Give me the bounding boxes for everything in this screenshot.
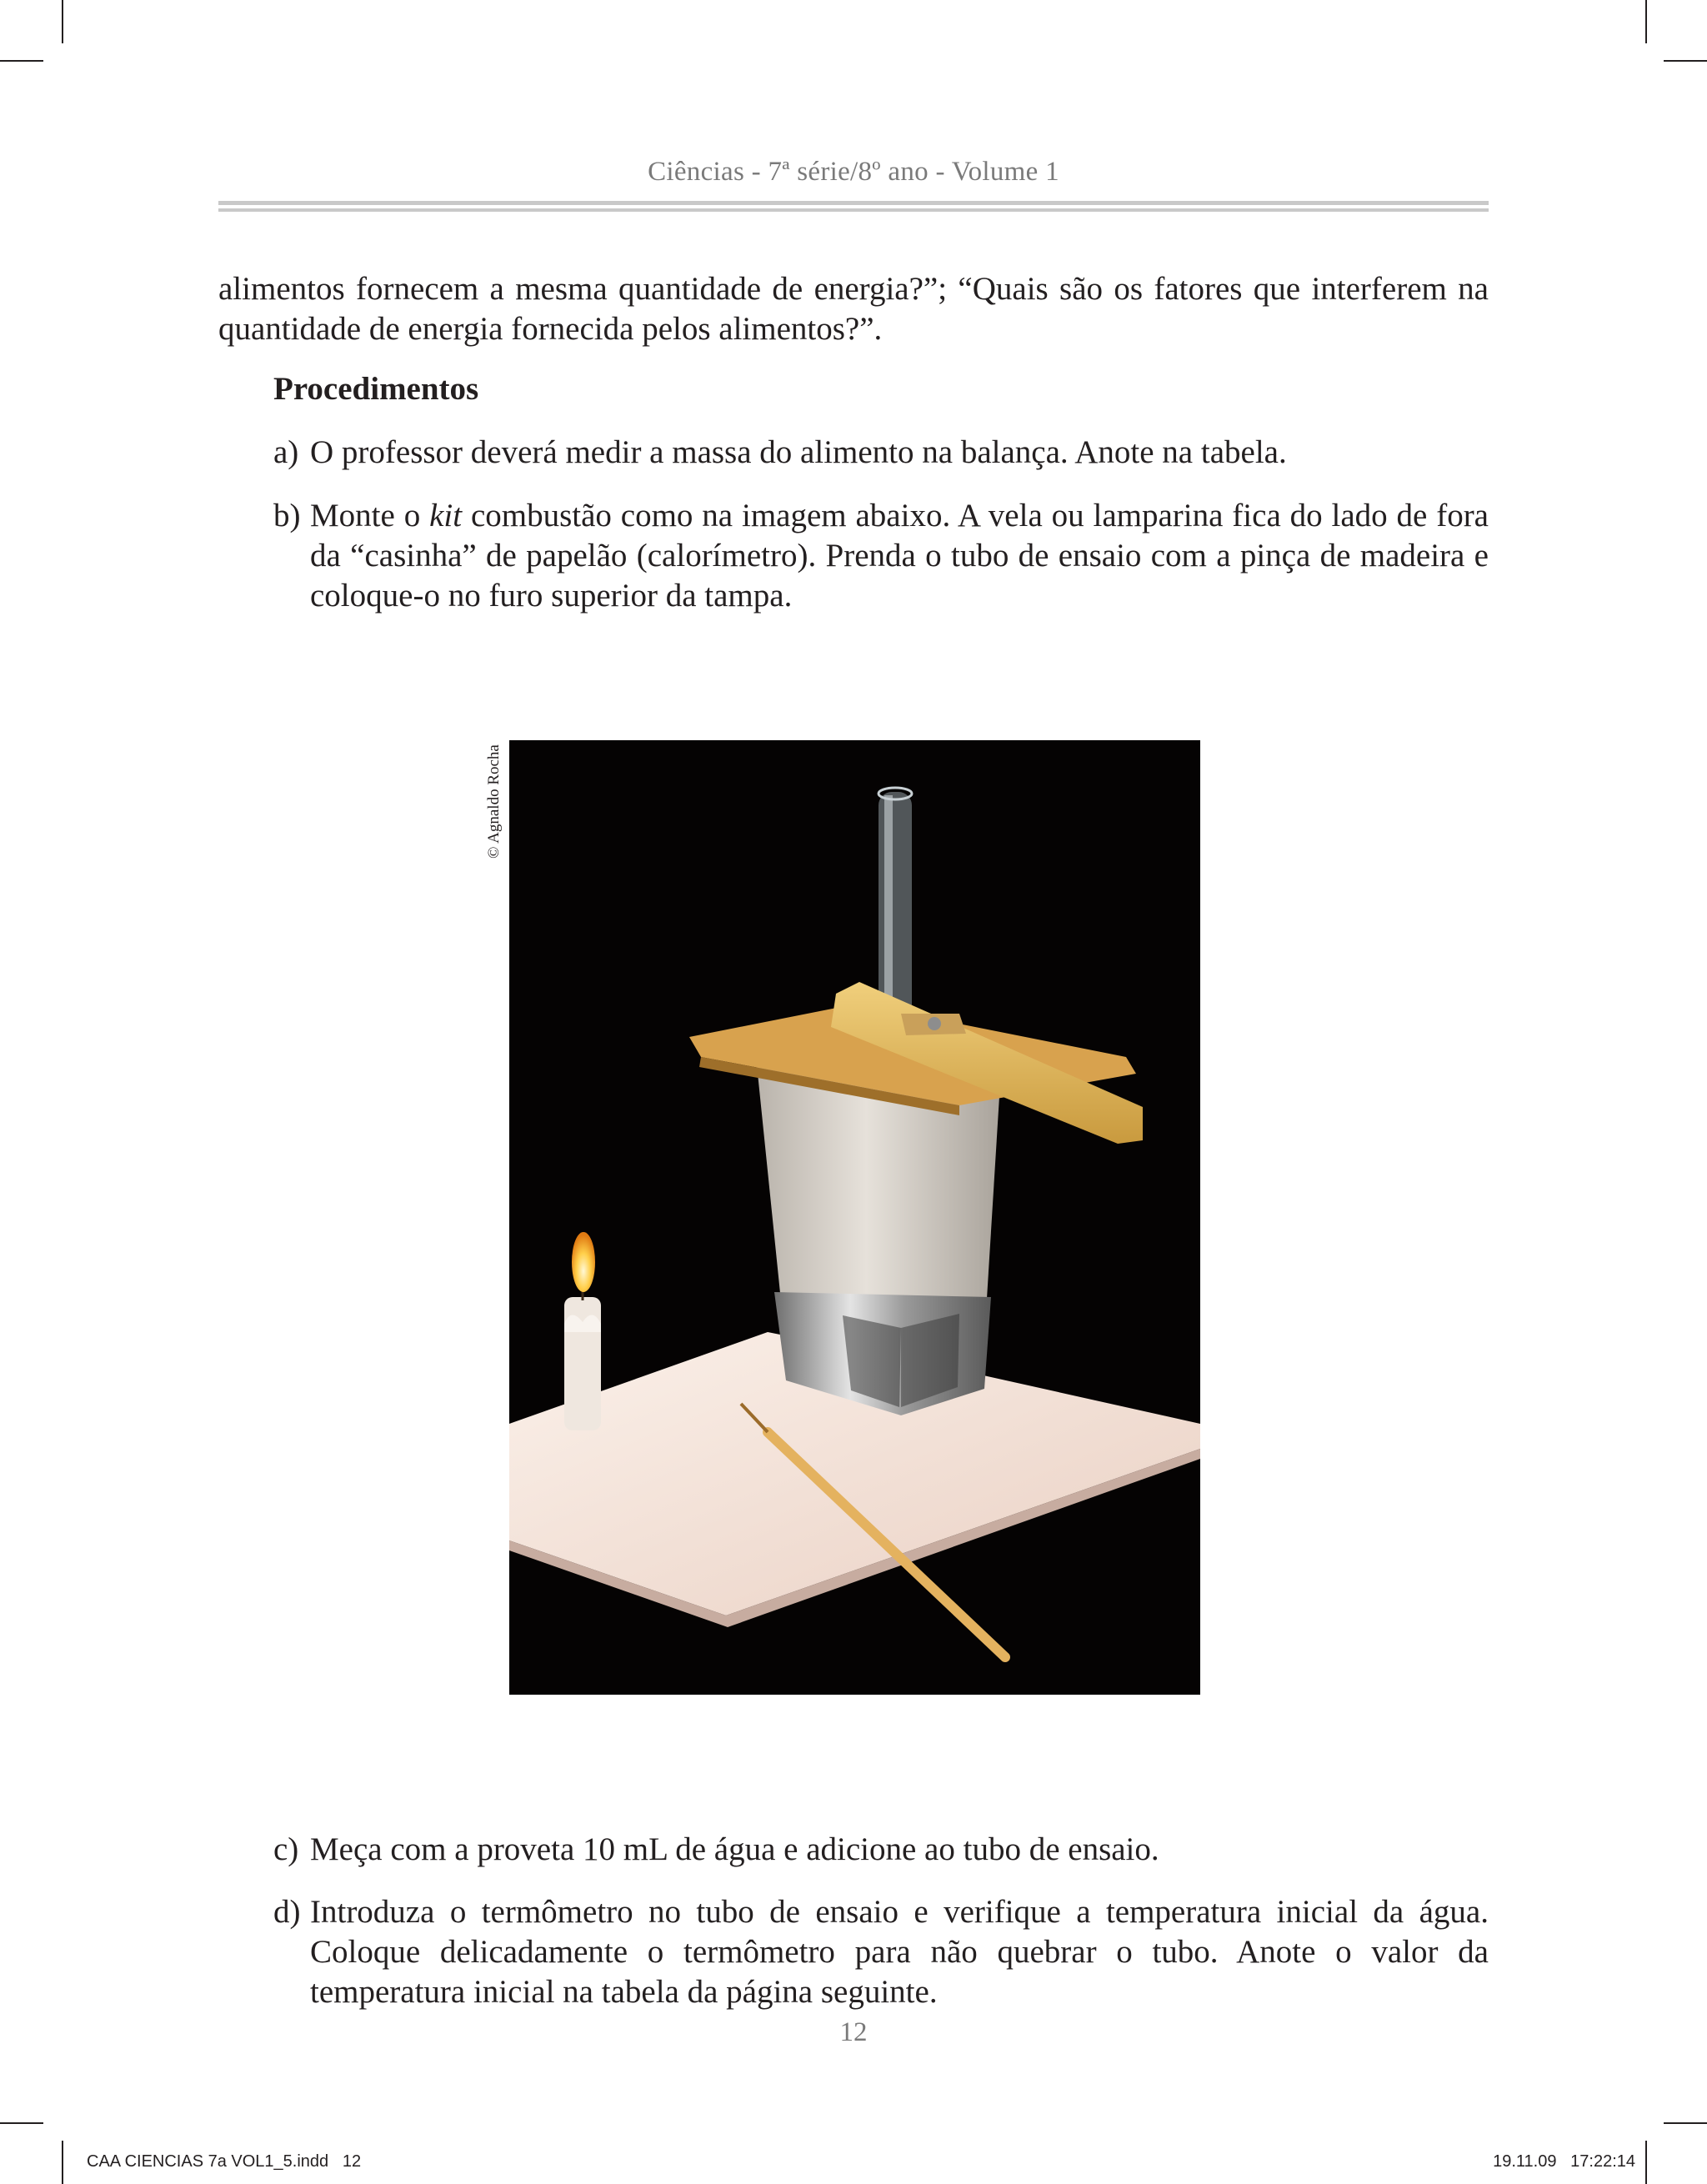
crop-mark-bottom-left-h: [0, 2122, 43, 2124]
calorimeter-illustration: [509, 740, 1200, 1695]
intro-paragraph: alimentos fornecem a mesma quantidade de energia?”; “Quais são os fatores que interferem na quantidade de energia fornecida pelos alimentos?”.: [218, 271, 1489, 347]
procedure-item-b: [273, 496, 1489, 616]
crop-mark-bottom-right-v: [1645, 2141, 1647, 2184]
item-marker: d): [273, 1894, 301, 1930]
crop-mark-top-right-v: [1645, 0, 1647, 43]
procedure-item-c: [273, 1830, 1489, 1870]
crop-mark-bottom-left-v: [62, 2141, 63, 2184]
header-rule-top: [218, 201, 1489, 205]
slug-file-info: CAA CIENCIAS 7a VOL1_5.indd 12: [87, 2152, 362, 2171]
item-marker: a): [273, 434, 299, 470]
crop-mark-top-left-v: [62, 0, 63, 43]
item-marker: c): [273, 1831, 299, 1867]
crop-mark-top-right-h: [1664, 60, 1707, 62]
item-text: Meça com a proveta 10 mL de água e adicione ao tubo de ensaio.: [310, 1831, 1159, 1867]
slug-date-info: 19.11.09 17:22:14: [1493, 2152, 1635, 2171]
procedure-item-a: [273, 433, 1489, 473]
crop-mark-bottom-right-h: [1664, 2122, 1707, 2124]
italic-term: kit: [429, 498, 463, 533]
procedures-heading: Procedimentos: [273, 371, 479, 407]
item-text-part: Monte o: [310, 498, 430, 533]
header-rule-bottom: [218, 208, 1489, 212]
calorimeter-kit-photo: [509, 740, 1200, 1695]
item-text: [310, 496, 1489, 616]
page-number: 12: [839, 2017, 868, 2047]
item-marker: b): [273, 498, 301, 533]
item-text: O professor deverá medir a massa do alimento na balança. Anote na tabela.: [310, 434, 1287, 470]
item-text: Introduza o termômetro no tubo de ensaio e verifique a temperatura inicial da água. Coloque delicadamente o termômetro para não quebrar o tubo. Anote o valor da temperatura inicial na tabela da página seguinte.: [310, 1894, 1489, 2010]
item-text-part: combustão como na imagem abaixo. A vela ou lamparina fica do lado de fora da “casinha” de papelão (calorímetro). Prenda o tubo de ensaio com a pinça de madeira e coloque-o no furo superior da tampa.: [310, 498, 1489, 614]
running-head: Ciências - 7ª série/8º ano - Volume 1: [648, 157, 1059, 187]
crop-mark-top-left-h: [0, 60, 43, 62]
photo-credit: © Agnaldo Rocha: [485, 744, 503, 859]
procedure-item-d: [273, 1892, 1489, 2012]
